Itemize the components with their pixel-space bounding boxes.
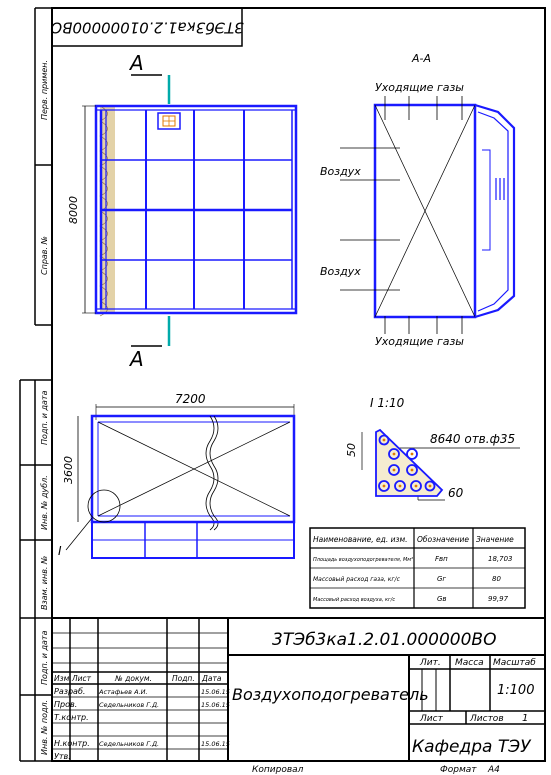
detail-view <box>345 396 520 500</box>
air-bottom: Воздух <box>320 265 361 278</box>
sheet-label: Лист <box>420 714 443 724</box>
format-value: А4 <box>488 765 500 775</box>
spec-header: Наименование, ед. изм. <box>313 535 408 544</box>
stamp-name: Седельников Г.Д. <box>99 740 160 748</box>
stamp-header: Лист <box>72 674 92 683</box>
stamp-name: Седельников Г.Д. <box>99 701 160 709</box>
gas-out-top: Уходящие газы <box>375 81 464 94</box>
dim-pitch-v: 50 <box>345 443 358 457</box>
drawing-title: Воздухоподогреватель <box>232 685 429 704</box>
mass-label: Масса <box>455 658 484 668</box>
rotated-code-box <box>50 8 243 46</box>
stamp-role: Пров. <box>54 700 78 709</box>
spec-header: Значение <box>476 535 514 544</box>
stamp-header: Изм. <box>54 674 72 683</box>
stamp-header: Дата <box>202 674 222 683</box>
section-marker-bottom: А <box>130 347 144 371</box>
stamp-role: Т.контр. <box>54 713 89 722</box>
footer <box>252 765 500 775</box>
dim-depth: 3600 <box>62 456 75 484</box>
title-block <box>52 618 545 761</box>
stamp-date: 15.06.15 <box>201 688 230 696</box>
plan-view <box>58 392 294 558</box>
gas-out-bottom: Уходящие газы <box>375 335 464 348</box>
strip-label: Подп. и дата <box>40 630 49 685</box>
sheets-value: 1 <box>522 713 529 724</box>
doc-code-top: 3ТЭб3ка1.2.01000000ВО <box>50 18 244 37</box>
spec-cell: Gв <box>437 595 447 603</box>
spec-cell: 18,703 <box>488 555 513 563</box>
detail-label: I 1:10 <box>370 396 405 410</box>
strip-label: Перв. примен. <box>40 59 49 120</box>
spec-cell: Массовый расход воздуха, кг/с <box>313 597 396 603</box>
scale-value: 1:100 <box>497 683 535 698</box>
section-label: А-А <box>412 52 432 65</box>
stamp-date: 15.06.15 <box>201 701 230 709</box>
spec-header: Обозначение <box>417 535 470 544</box>
spec-cell: Массовый расход газа, кг/с <box>313 576 400 583</box>
left-strip <box>20 8 52 761</box>
stamp-header: № докум. <box>115 674 152 683</box>
detail-callout: I <box>58 544 62 558</box>
strip-label: Инв. № дубл. <box>40 475 49 530</box>
spec-cell: 80 <box>492 575 501 583</box>
strip-label: Справ. № <box>40 236 49 275</box>
stamp-date: 15.06.15 <box>201 740 230 748</box>
stamp-role: Разраб. <box>54 687 86 696</box>
org-name: Кафедра ТЭУ <box>412 737 531 757</box>
dim-height: 8000 <box>67 196 80 224</box>
scale-label: Масштаб <box>493 658 536 668</box>
section-marker-top: А <box>130 51 144 75</box>
spec-cell: Gг <box>437 575 447 583</box>
doc-code: 3ТЭб3ка1.2.01.000000ВО <box>272 630 497 650</box>
dim-holes: 8640 отв.ф35 <box>430 432 516 446</box>
spec-cell: Fвп <box>435 555 448 563</box>
front-view <box>67 51 296 371</box>
copied-label: Копировал <box>252 765 304 775</box>
spec-cell: 99,97 <box>488 595 509 603</box>
lit-label: Лит. <box>420 658 441 668</box>
stamp-name: Астафьев А.И. <box>99 688 148 696</box>
format-label: Формат <box>440 765 477 775</box>
spec-cell: Площадь воздухоподогревателя, Мм² <box>313 557 414 563</box>
stamp-header: Подп. <box>172 674 195 683</box>
air-top: Воздух <box>320 165 361 178</box>
stamp-role: Н.контр. <box>54 739 90 748</box>
strip-label: Инв. № подл. <box>40 699 49 755</box>
dim-pitch-h: 60 <box>448 486 464 500</box>
sheets-label: Листов <box>470 714 504 724</box>
section-view <box>320 52 514 348</box>
dim-width: 7200 <box>175 392 206 406</box>
strip-label: Подп. и дата <box>40 390 49 445</box>
strip-label: Взам. инв. № <box>40 555 49 610</box>
stamp-role: Утв. <box>54 752 71 761</box>
spec-table <box>310 528 525 608</box>
